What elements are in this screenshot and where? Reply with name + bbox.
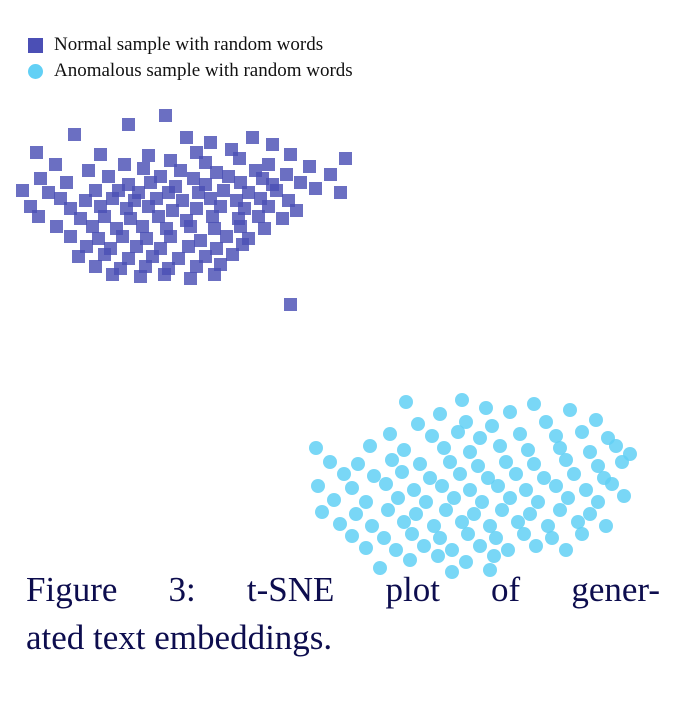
scatter-point-anomalous xyxy=(503,405,517,419)
legend-item-normal-label: Normal sample with random words xyxy=(54,34,324,55)
scatter-point-normal xyxy=(180,131,193,144)
scatter-point-normal xyxy=(284,148,297,161)
scatter-point-anomalous xyxy=(417,539,431,553)
scatter-point-anomalous xyxy=(395,465,409,479)
scatter-point-anomalous xyxy=(583,445,597,459)
scatter-point-anomalous xyxy=(365,519,379,533)
scatter-point-anomalous xyxy=(407,483,421,497)
scatter-point-anomalous xyxy=(461,527,475,541)
scatter-point-anomalous xyxy=(499,455,513,469)
scatter-point-anomalous xyxy=(451,425,465,439)
scatter-point-anomalous xyxy=(527,397,541,411)
scatter-point-anomalous xyxy=(513,427,527,441)
scatter-point-anomalous xyxy=(517,527,531,541)
scatter-point-normal xyxy=(280,168,293,181)
scatter-point-anomalous xyxy=(349,507,363,521)
scatter-point-normal xyxy=(324,168,337,181)
scatter-point-anomalous xyxy=(579,483,593,497)
scatter-point-normal xyxy=(174,164,187,177)
scatter-point-anomalous xyxy=(359,495,373,509)
scatter-point-anomalous xyxy=(381,503,395,517)
scatter-point-normal xyxy=(79,194,92,207)
scatter-point-anomalous xyxy=(359,541,373,555)
scatter-point-anomalous xyxy=(431,549,445,563)
scatter-point-anomalous xyxy=(521,443,535,457)
scatter-point-normal xyxy=(106,192,119,205)
scatter-point-normal xyxy=(32,210,45,223)
figure-caption-line-2: ated text embeddings. xyxy=(26,618,333,657)
scatter-point-normal xyxy=(49,158,62,171)
scatter-point-normal xyxy=(144,176,157,189)
scatter-point-anomalous xyxy=(463,445,477,459)
scatter-point-normal xyxy=(258,222,271,235)
scatter-point-anomalous xyxy=(443,455,457,469)
scatter-point-anomalous xyxy=(425,429,439,443)
figure-caption xyxy=(26,566,660,662)
scatter-point-normal xyxy=(266,138,279,151)
scatter-point-anomalous xyxy=(463,483,477,497)
scatter-point-normal xyxy=(309,182,322,195)
scatter-point-anomalous xyxy=(309,441,323,455)
scatter-point-normal xyxy=(64,230,77,243)
scatter-point-normal xyxy=(208,268,221,281)
figure-caption-line-1: Figure 3: t-SNE plot of gener- xyxy=(26,570,660,609)
scatter-point-anomalous xyxy=(453,467,467,481)
scatter-point-normal xyxy=(142,149,155,162)
scatter-point-anomalous xyxy=(411,417,425,431)
scatter-point-anomalous xyxy=(487,549,501,563)
scatter-point-anomalous xyxy=(379,477,393,491)
scatter-point-anomalous xyxy=(589,413,603,427)
scatter-point-normal xyxy=(94,148,107,161)
scatter-point-normal xyxy=(118,158,131,171)
scatter-point-anomalous xyxy=(435,479,449,493)
scatter-point-normal xyxy=(16,184,29,197)
scatter-point-normal xyxy=(290,204,303,217)
scatter-point-normal xyxy=(184,272,197,285)
scatter-point-normal xyxy=(122,118,135,131)
scatter-point-anomalous xyxy=(333,517,347,531)
scatter-point-anomalous xyxy=(405,527,419,541)
scatter-point-normal xyxy=(50,220,63,233)
scatter-point-anomalous xyxy=(403,553,417,567)
scatter-point-normal xyxy=(339,152,352,165)
scatter-plot xyxy=(0,92,682,562)
scatter-point-anomalous xyxy=(437,441,451,455)
scatter-point-anomalous xyxy=(345,529,359,543)
scatter-point-anomalous xyxy=(519,483,533,497)
scatter-point-anomalous xyxy=(419,495,433,509)
scatter-point-anomalous xyxy=(563,403,577,417)
scatter-point-normal xyxy=(284,298,297,311)
scatter-point-anomalous xyxy=(479,401,493,415)
scatter-point-anomalous xyxy=(549,479,563,493)
scatter-point-anomalous xyxy=(389,543,403,557)
scatter-point-normal xyxy=(60,176,73,189)
scatter-point-normal xyxy=(303,160,316,173)
scatter-point-anomalous xyxy=(605,477,619,491)
scatter-point-anomalous xyxy=(523,507,537,521)
scatter-point-anomalous xyxy=(471,459,485,473)
scatter-point-anomalous xyxy=(575,425,589,439)
scatter-point-anomalous xyxy=(445,543,459,557)
scatter-point-anomalous xyxy=(473,431,487,445)
scatter-point-anomalous xyxy=(337,467,351,481)
scatter-point-normal xyxy=(262,158,275,171)
scatter-point-anomalous xyxy=(409,507,423,521)
scatter-point-normal xyxy=(184,220,197,233)
scatter-point-normal xyxy=(82,164,95,177)
scatter-point-anomalous xyxy=(529,539,543,553)
legend-square-marker-icon xyxy=(28,38,43,53)
scatter-point-anomalous xyxy=(397,443,411,457)
scatter-point-normal xyxy=(166,204,179,217)
scatter-point-anomalous xyxy=(539,415,553,429)
legend-item-anomalous-label: Anomalous sample with random words xyxy=(54,60,353,81)
scatter-point-normal xyxy=(276,212,289,225)
scatter-point-anomalous xyxy=(575,527,589,541)
scatter-point-anomalous xyxy=(567,467,581,481)
scatter-point-normal xyxy=(217,184,230,197)
scatter-point-normal xyxy=(334,186,347,199)
scatter-point-anomalous xyxy=(559,543,573,557)
legend-circle-marker-icon xyxy=(28,64,43,79)
scatter-point-normal xyxy=(30,146,43,159)
scatter-point-anomalous xyxy=(363,439,377,453)
scatter-point-anomalous xyxy=(311,479,325,493)
scatter-point-normal xyxy=(233,152,246,165)
scatter-point-anomalous xyxy=(599,519,613,533)
scatter-point-anomalous xyxy=(439,503,453,517)
scatter-point-anomalous xyxy=(489,531,503,545)
legend-item-anomalous xyxy=(28,58,488,84)
scatter-point-normal xyxy=(194,234,207,247)
scatter-point-normal xyxy=(162,186,175,199)
scatter-point-anomalous xyxy=(545,531,559,545)
scatter-point-normal xyxy=(34,172,47,185)
scatter-point-anomalous xyxy=(351,457,365,471)
scatter-point-normal xyxy=(102,170,115,183)
scatter-point-anomalous xyxy=(323,455,337,469)
scatter-point-normal xyxy=(226,248,239,261)
scatter-point-anomalous xyxy=(559,453,573,467)
scatter-point-anomalous xyxy=(455,393,469,407)
scatter-point-anomalous xyxy=(315,505,329,519)
scatter-point-normal xyxy=(204,136,217,149)
scatter-point-anomalous xyxy=(495,503,509,517)
scatter-point-anomalous xyxy=(527,457,541,471)
scatter-point-anomalous xyxy=(433,407,447,421)
scatter-point-anomalous xyxy=(615,455,629,469)
scatter-point-anomalous xyxy=(377,531,391,545)
scatter-point-normal xyxy=(159,109,172,122)
scatter-point-normal xyxy=(72,250,85,263)
scatter-point-anomalous xyxy=(493,439,507,453)
scatter-point-anomalous xyxy=(553,503,567,517)
scatter-point-normal xyxy=(116,230,129,243)
scatter-point-anomalous xyxy=(385,453,399,467)
scatter-point-anomalous xyxy=(501,543,515,557)
scatter-point-anomalous xyxy=(467,507,481,521)
scatter-point-anomalous xyxy=(345,481,359,495)
scatter-point-normal xyxy=(294,176,307,189)
scatter-point-normal xyxy=(68,128,81,141)
scatter-point-anomalous xyxy=(433,531,447,545)
scatter-point-anomalous xyxy=(327,493,341,507)
scatter-point-anomalous xyxy=(391,491,405,505)
scatter-point-anomalous xyxy=(583,507,597,521)
scatter-point-normal xyxy=(134,270,147,283)
scatter-point-normal xyxy=(158,268,171,281)
scatter-point-anomalous xyxy=(617,489,631,503)
scatter-point-normal xyxy=(137,162,150,175)
scatter-point-anomalous xyxy=(485,419,499,433)
scatter-point-anomalous xyxy=(491,479,505,493)
scatter-point-anomalous xyxy=(509,467,523,481)
chart-legend xyxy=(28,32,488,84)
scatter-point-anomalous xyxy=(473,539,487,553)
scatter-point-anomalous xyxy=(609,439,623,453)
legend-item-normal xyxy=(28,32,488,58)
scatter-point-anomalous xyxy=(399,395,413,409)
scatter-point-anomalous xyxy=(383,427,397,441)
scatter-point-anomalous xyxy=(413,457,427,471)
scatter-point-normal xyxy=(89,260,102,273)
scatter-point-normal xyxy=(106,268,119,281)
scatter-point-normal xyxy=(246,131,259,144)
